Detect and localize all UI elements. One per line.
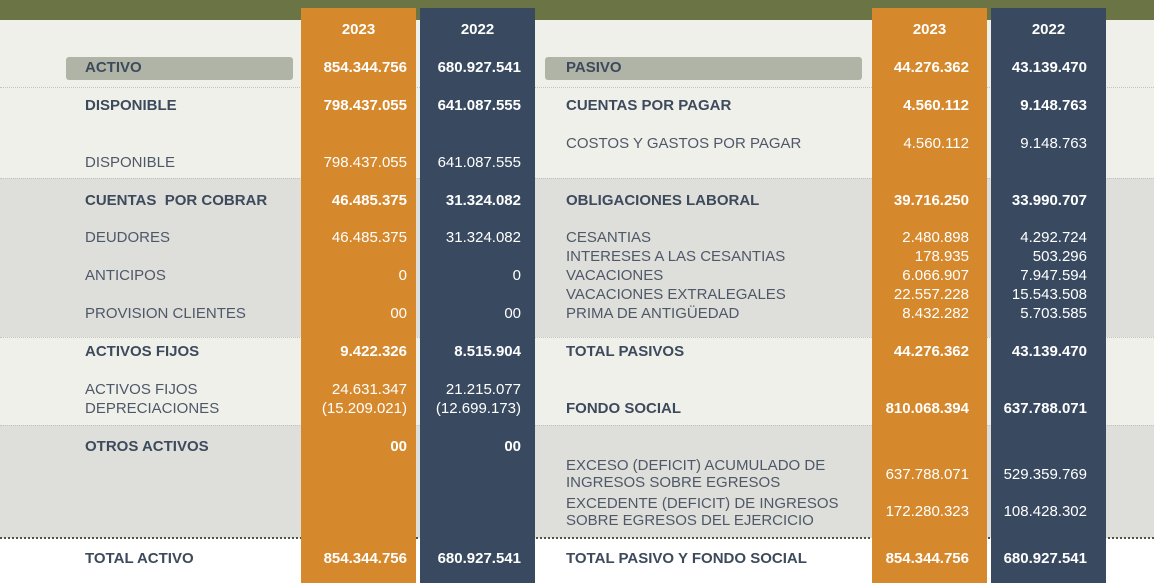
value-2022: 5.703.585 (1020, 305, 1087, 322)
label: TOTAL PASIVO Y FONDO SOCIAL (566, 550, 807, 567)
label: INTERESES A LAS CESANTIAS (566, 248, 786, 265)
value-2022: 641.087.555 (437, 97, 521, 114)
label: TOTAL ACTIVO (85, 550, 194, 567)
value-2023: 46.485.375 (331, 192, 407, 209)
label: OTROS ACTIVOS (85, 438, 209, 455)
value-2022: 21.215.077 (445, 381, 521, 398)
value-2023: 637.788.071 (885, 466, 969, 483)
label: FONDO SOCIAL (566, 400, 681, 417)
value-2023: 24.631.347 (331, 381, 407, 398)
label: EXCESO (DEFICIT) ACUMULADO DE INGRESOS SOBRE EGRESOS (566, 457, 826, 491)
value-2022: 15.543.508 (1011, 286, 1087, 303)
value-2023: 4.560.112 (903, 97, 969, 114)
value-2023: 854.344.756 (885, 550, 969, 567)
value-2023: 798.437.055 (323, 154, 407, 171)
label: TOTAL PASIVOS (566, 343, 685, 360)
label: DEPRECIACIONES (85, 400, 220, 417)
value-2022: (12.699.173) (435, 400, 521, 417)
value-2023: 4.560.112 (903, 135, 969, 152)
value-2023: 6.066.907 (902, 267, 969, 284)
column-2022-left (420, 8, 535, 583)
label: ACTIVO (85, 59, 142, 76)
value-2022: 31.324.082 (445, 229, 521, 246)
label: DEUDORES (85, 229, 171, 246)
value-2023: 2.480.898 (902, 229, 969, 246)
value-2023: 854.344.756 (323, 59, 407, 76)
value-2023: 46.485.375 (331, 229, 407, 246)
value-2023: (15.209.021) (321, 400, 407, 417)
value-2023: 178.935 (914, 248, 969, 265)
value-2022: 680.927.541 (437, 59, 521, 76)
label: ACTIVOS FIJOS (85, 381, 198, 398)
value-2023: 0 (398, 267, 407, 284)
header-2023-left: 2023 (341, 21, 376, 38)
value-2023: 00 (390, 305, 407, 322)
label: DISPONIBLE (85, 97, 177, 114)
value-2022: 00 (504, 438, 521, 455)
value-2022: 0 (512, 267, 521, 284)
value-2023: 8.432.282 (902, 305, 969, 322)
value-2022: 9.148.763 (1020, 97, 1087, 114)
header-2022-left: 2022 (460, 21, 495, 38)
value-2022: 637.788.071 (1003, 400, 1087, 417)
value-2023: 9.422.326 (340, 343, 407, 360)
value-2022: 503.296 (1032, 248, 1087, 265)
value-2022: 680.927.541 (1003, 550, 1087, 567)
value-2022: 108.428.302 (1003, 503, 1087, 520)
label: CUENTAS POR PAGAR (566, 97, 732, 114)
value-2022: 529.359.769 (1003, 466, 1087, 483)
label: VACACIONES (566, 267, 664, 284)
value-2023: 854.344.756 (323, 550, 407, 567)
value-2023: 22.557.228 (893, 286, 969, 303)
label: PRIMA DE ANTIGÜEDAD (566, 305, 740, 322)
column-2023-left (301, 8, 416, 583)
value-2022: 8.515.904 (454, 343, 521, 360)
label: DISPONIBLE (85, 154, 176, 171)
label: ACTIVOS FIJOS (85, 343, 200, 360)
value-2023: 44.276.362 (893, 59, 969, 76)
label: OBLIGACIONES LABORAL (566, 192, 760, 209)
label: PASIVO (566, 59, 622, 76)
label: ANTICIPOS (85, 267, 166, 284)
header-2022-right: 2022 (1031, 21, 1066, 38)
value-2022: 680.927.541 (437, 550, 521, 567)
value-2023: 44.276.362 (893, 343, 969, 360)
value-2023: 798.437.055 (323, 97, 407, 114)
value-2022: 33.990.707 (1011, 192, 1087, 209)
value-2022: 9.148.763 (1020, 135, 1087, 152)
label: VACACIONES EXTRALEGALES (566, 286, 786, 303)
value-2022: 43.139.470 (1011, 343, 1087, 360)
value-2023: 39.716.250 (893, 192, 969, 209)
value-2023: 172.280.323 (885, 503, 969, 520)
value-2022: 00 (504, 305, 521, 322)
header-2023-right: 2023 (912, 21, 947, 38)
label: CUENTAS POR COBRAR (85, 192, 268, 209)
value-2022: 31.324.082 (445, 192, 521, 209)
value-2023: 00 (390, 438, 407, 455)
label: PROVISION CLIENTES (85, 305, 246, 322)
value-2022: 43.139.470 (1011, 59, 1087, 76)
label: EXCEDENTE (DEFICIT) DE INGRESOS SOBRE EGRESOS DEL EJERCICIO (566, 495, 839, 529)
value-2022: 4.292.724 (1020, 229, 1087, 246)
value-2023: 810.068.394 (885, 400, 969, 417)
value-2022: 641.087.555 (437, 154, 521, 171)
label: COSTOS Y GASTOS POR PAGAR (566, 135, 802, 152)
label: CESANTIAS (566, 229, 652, 246)
value-2022: 7.947.594 (1020, 267, 1087, 284)
